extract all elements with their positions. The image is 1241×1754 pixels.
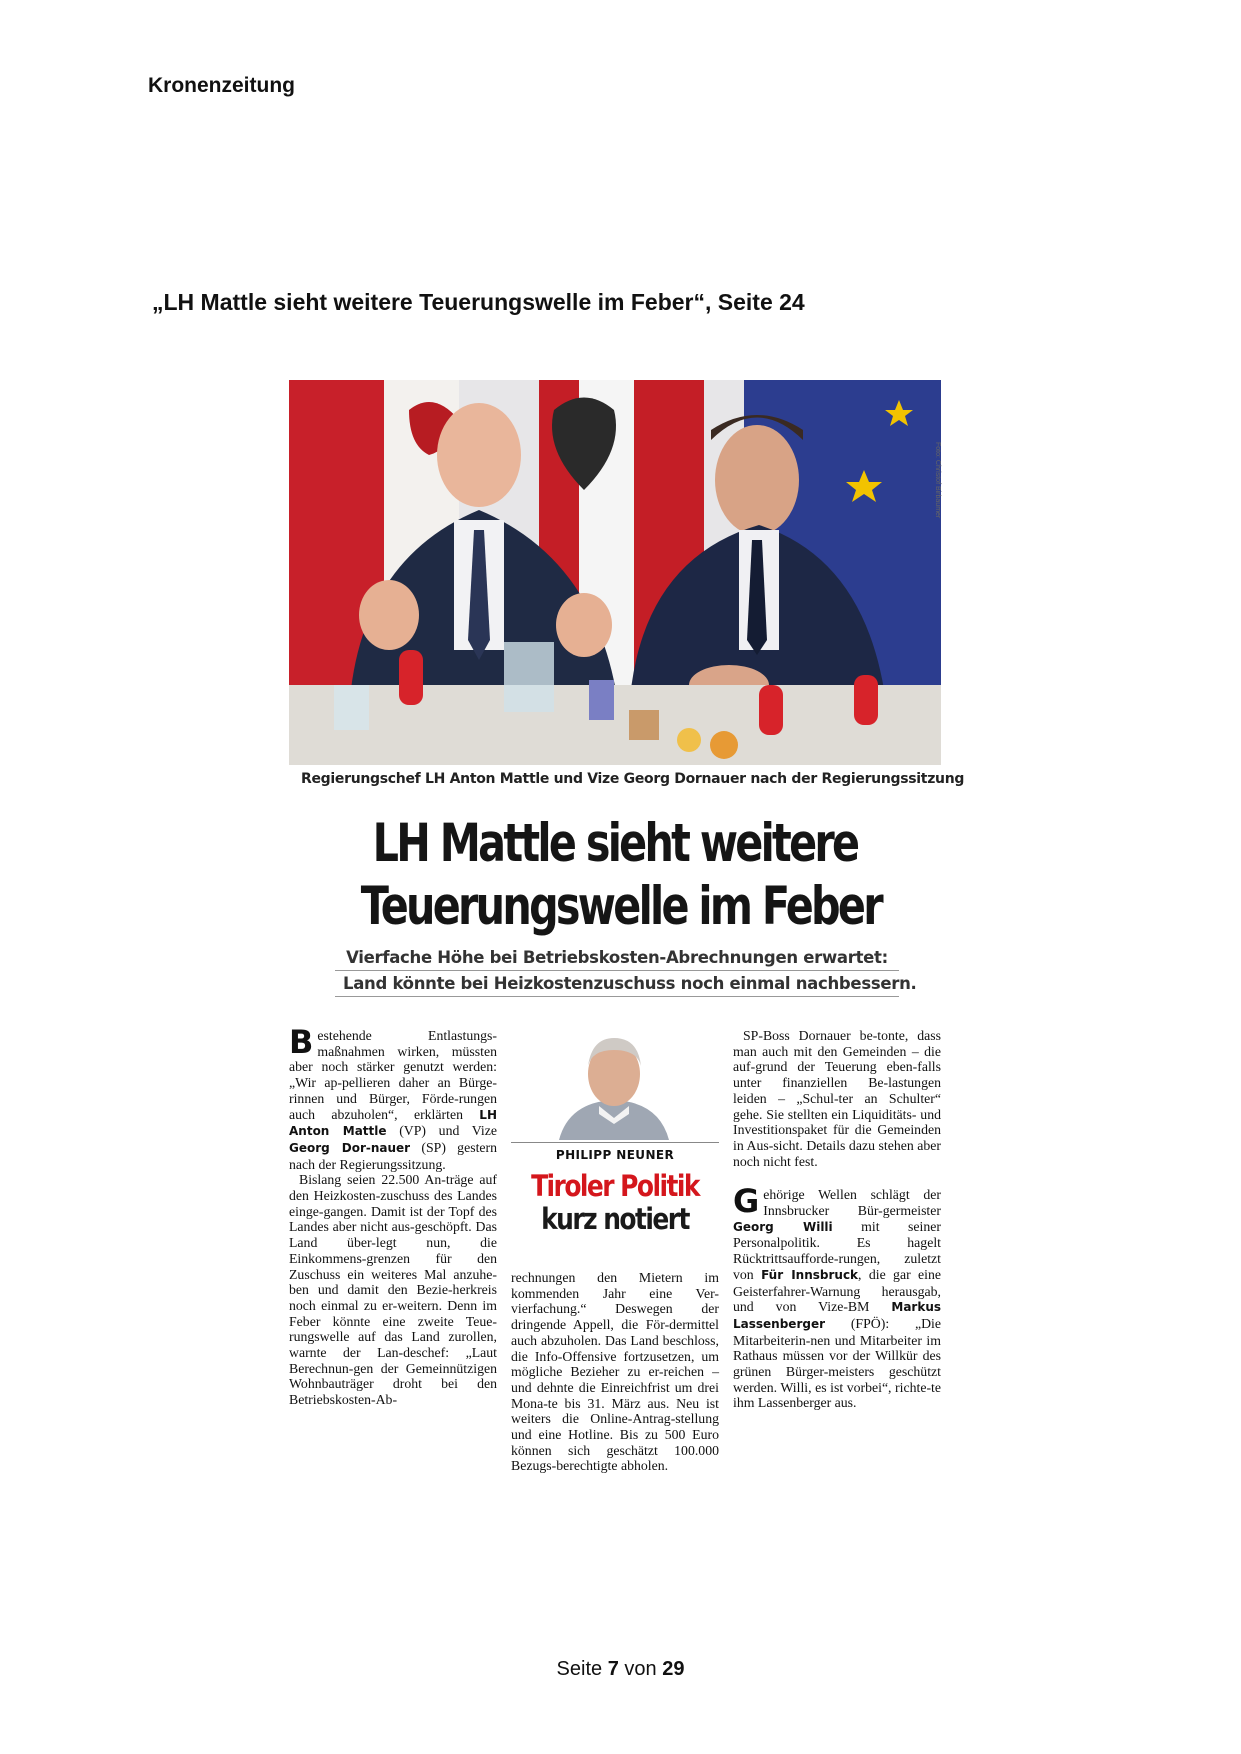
name-highlight: Georg Dor-nauer xyxy=(289,1140,411,1155)
source-label: Kronenzeitung xyxy=(148,74,295,97)
headline-line: LH Mattle sieht weitere xyxy=(372,813,858,874)
text-run: (FPÖ): „Die Mitarbeiterin-nen und Mitarbeiter im Rathaus müssen vor der Willkür des grünen Bürger-meisters geschützt werden. Willi, es ist vorbei“, richte-te ihm Lassenberger aus. xyxy=(733,1315,942,1411)
paragraph: SP-Boss Dornauer be-tonte, dass man auch mit den Gemeinden – die auf-grund der Teuerung eben-falls unter finanziellen Be-lastungen leiden – „Schul-ter an Schulter“ gehe. Sie stellten ein Liquiditäts- und Investitionspaket für die Gemeinden in Aus-sicht. Details dazu stehen aber noch nicht fest. xyxy=(733,1028,941,1169)
article-photo xyxy=(289,380,941,765)
column-title xyxy=(526,1170,705,1236)
document-title: „LH Mattle sieht weitere Teuerungswelle im Feber“, Seite 24 xyxy=(152,289,805,315)
page-total: 29 xyxy=(662,1658,685,1680)
name-highlight: Georg Willi xyxy=(733,1219,833,1234)
article-subhead xyxy=(335,945,917,997)
name-highlight: Markus Lassenberger xyxy=(733,1300,941,1331)
page-number: 7 xyxy=(607,1658,619,1680)
text-run: (VP) und Vize xyxy=(399,1123,498,1139)
article-column-3 xyxy=(733,1028,941,1411)
page-footer xyxy=(0,1658,1241,1681)
footer-text: Seite xyxy=(556,1658,603,1680)
text-run: ehörige Wellen schlägt der Innsbrucker Bür-germeister xyxy=(763,1187,941,1219)
newspaper-clipping xyxy=(289,380,965,1540)
subhead-line: Land könnte bei Heizkostenzuschuss noch einmal nachbessern. xyxy=(335,971,899,997)
dropcap: G xyxy=(733,1182,760,1221)
text-run: estehende Entlastungs-maßnahmen wirken, müssten aber noch stärker genutzt werden: „Wir ap-pellieren daher an Bürge-rinnen und Bürger, Förde-rungen auch abzuholen“, erklärten xyxy=(289,1028,497,1122)
subhead-line: Vierfache Höhe bei Betriebskosten-Abrechnungen erwartet: xyxy=(335,945,899,971)
footer-text: von xyxy=(624,1658,657,1680)
column-title-line: kurz notiert xyxy=(541,1202,689,1236)
article-headline xyxy=(360,812,881,938)
dropcap: B xyxy=(289,1023,314,1061)
columnist-name: PHILIPP NEUNER xyxy=(511,1142,719,1162)
column-title-line: Tiroler Politik xyxy=(531,1169,699,1203)
columnist-portrait xyxy=(549,1028,679,1140)
paragraph xyxy=(289,1023,498,1172)
photo-caption: Regierungschef LH Anton Mattle und Vize Georg Dornauer nach der Regierungssitzung xyxy=(301,771,965,787)
text-run: mit seiner Personalpolitik. Es hagelt Rücktrittsaufforde-rungen, zuletzt von xyxy=(733,1218,941,1282)
columnist-box xyxy=(511,1028,719,1250)
paragraph: Bislang seien 22.500 An-träge auf den Heizkosten-zuschuss des Landes einge-gangen. Damit ist der Topf des Landes aber nicht aus-geschöpft. Das Land über-legt nun, die Einkommens-grenzen für den Zuschuss ein weiteres Mal anzuhe-ben und damit den Bezie-herkreis noch einmal zu er-weitern. Denn im Feber könnte eine zweite Teue-rungswelle auf das Land zurollen, warnte der Lan-deschef: „Laut Berechnun-gen der Gemeinnützigen Wohnbauträger droht bei den Betriebskosten-Ab- xyxy=(289,1172,497,1408)
name-highlight: LH Anton Mattle xyxy=(289,1107,497,1139)
headline-line: Teuerungswelle im Feber xyxy=(360,876,881,937)
name-highlight: Für Innsbruck xyxy=(761,1267,859,1282)
article-column-1 xyxy=(289,1023,498,1408)
paragraph: rechnungen den Mietern im kommenden Jahr eine Ver-vierfachung.“ Deswegen der dringende Appell, die För-dermittel auch abzuholen. Das Land beschloss, die Info-Offensive fortzusetzen, um mögliche Bezieher zu er-reichen – und dehnte die Einreichfrist um drei Mona-te bis 31. März aus. Neu ist weiters die Online-Antrag-stellung und eine Hotline. Bis zu 500 Euro können sich geschätzt 100.000 Bezugs-berechtigte abholen. xyxy=(511,1270,719,1474)
article-column-2 xyxy=(511,1270,719,1474)
text-run: (SP) gestern nach der Regierungssitzung. xyxy=(289,1139,498,1172)
photo-credit: Foto: Christof Birbaumer xyxy=(934,442,941,519)
text-run: , die gar eine Geisterfahrer-Warnung herausgab, und von Vize-BM xyxy=(733,1266,942,1315)
photo-illustration xyxy=(289,380,941,765)
paragraph xyxy=(733,1182,942,1411)
